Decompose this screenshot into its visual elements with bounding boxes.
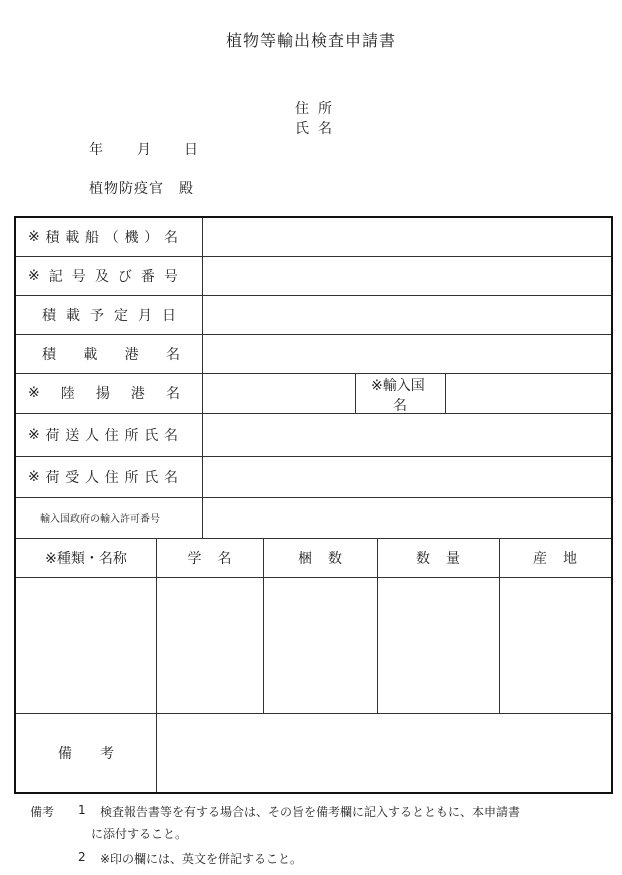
page-title: 植物等輸出検査申請書 <box>225 31 396 50</box>
note-1-line-b: に添付すること。 <box>91 827 188 841</box>
notes-heading: 備考 <box>30 805 55 819</box>
label-loading-date: 積 載 予 定 月 日 <box>42 307 176 324</box>
label-unloading-port: ※ 陸 揚 港 名 <box>28 385 180 402</box>
col-divider <box>445 373 446 413</box>
label-import-country-suffix: 名 <box>393 398 407 414</box>
addressee: 植物防疫官 殿 <box>89 181 194 197</box>
note-number-2: 2 <box>78 850 86 864</box>
date-month: 月 <box>137 142 151 158</box>
note-number-1: 1 <box>78 803 86 817</box>
col-divider <box>355 373 356 413</box>
label-consignee: ※ 荷 受 人 住 所 氏 名 <box>28 468 178 486</box>
date-year: 年 <box>89 142 103 158</box>
label-loading-port: 積 載 港 名 <box>42 346 180 363</box>
label-permit: 輸入国政府の輸入許可番号 <box>40 514 160 525</box>
col-header-scientific-name: 学名 <box>187 550 248 567</box>
col-header-origin: 産地 <box>533 550 593 567</box>
application-form <box>14 216 613 794</box>
col-header-packages: 梱数 <box>298 550 358 567</box>
label-divider <box>202 218 203 538</box>
label-shipper: ※ 荷 送 人 住 所 氏 名 <box>28 426 178 444</box>
col-header-quantity: 数量 <box>416 550 476 567</box>
row-divider <box>16 577 611 578</box>
label-vessel: ※ 積 載 船 （ 機 ） 名 <box>28 229 178 246</box>
note-1-line-a: 検査報告書等を有する場合は、その旨を備考欄に記入するとともに、本申請書 <box>100 805 521 819</box>
label-remarks: 備考 <box>58 745 142 762</box>
label-marks: ※ 記 号 及 び 番 号 <box>28 267 178 285</box>
note-2: ※印の欄には、英文を併記すること。 <box>100 852 303 866</box>
name-label: 氏名 <box>295 121 341 137</box>
col-header-type: ※種類・名称 <box>45 550 127 567</box>
label-import-country: ※輸入国 <box>371 378 425 394</box>
date-day: 日 <box>184 142 198 158</box>
address-label: 住所 <box>295 101 341 117</box>
